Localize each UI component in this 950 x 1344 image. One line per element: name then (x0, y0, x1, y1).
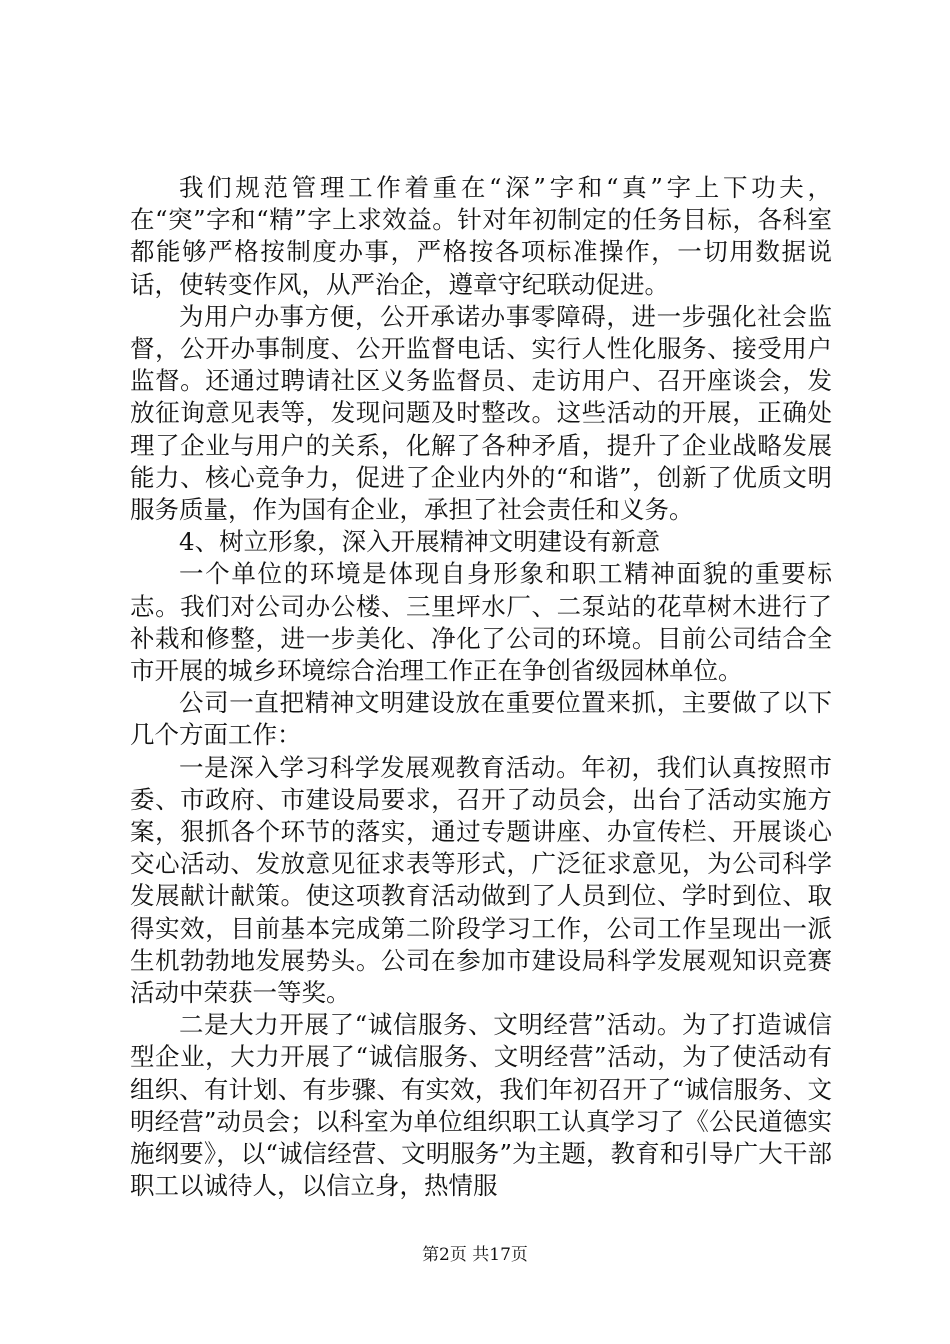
paragraph-user-service: 为用户办事方便，公开承诺办事零障碍，进一步强化社会监督，公开办事制度、公开监督电话、实行人性化服务、接受用户监督。还通过聘请社区义务监督员、走访用户、召开座谈会，发放征询意见表等，发现问题及时整改。这些活动的开展，正确处理了企业与用户的关系，化解了各种矛盾，提升了企业战略发展能力、核心竞争力，促进了企业内外的“和谐”，创新了优质文明服务质量，作为国有企业，承担了社会责任和义务。 (130, 301, 832, 525)
paragraph-management: 我们规范管理工作着重在“深”字和“真”字上下功夫，在“突”字和“精”字上求效益。针对年初制定的任务目标，各科室都能够严格按制度办事，严格按各项标准操作，一切用数据说话，使转变作风，从严治企，遵章守纪联动促进。 (130, 173, 832, 299)
paragraph-integrity-service: 二是大力开展了“诚信服务、文明经营”活动。为了打造诚信型企业，大力开展了“诚信服务、文明经营”活动，为了使活动有组织、有计划、有步骤、有实效，我们年初召开了“诚信服务、文明经营”动员会；以科室为单位组织职工认真学习了《公民道德实施纲要》，以“诚信经营、文明服务”为主题，教育和引导广大干部职工以诚待人，以信立身，热情服 (130, 1010, 832, 1201)
paragraph-civilization-intro: 公司一直把精神文明建设放在重要位置来抓，主要做了以下几个方面工作： (130, 688, 832, 750)
paragraph-environment: 一个单位的环境是体现自身形象和职工精神面貌的重要标志。我们对公司办公楼、三里坪水厂、二泵站的花草树木进行了补栽和修整，进一步美化、净化了公司的环境。目前公司结合全市开展的城乡环境综合治理工作正在争创省级园林单位。 (130, 559, 832, 686)
section-heading-image: 4、树立形象，深入开展精神文明建设有新意 (179, 527, 661, 557)
paragraph-science-study: 一是深入学习科学发展观教育活动。年初，我们认真按照市委、市政府、市建设局要求，召开了动员会，出台了活动实施方案，狠抓各个环节的落实，通过专题讲座、办宣传栏、开展谈心交心活动、发放意见征求表等形式，广泛征求意见，为公司科学发展献计献策。使这项教育活动做到了人员到位、学时到位、取得实效，目前基本完成第二阶段学习工作，公司工作呈现出一派生机勃勃地发展势头。公司在参加市建设局科学发展观知识竞赛活动中荣获一等奖。 (130, 752, 832, 1008)
page-number-footer: 第2页 共17页 (422, 1245, 528, 1265)
document-body (130, 172, 832, 1203)
